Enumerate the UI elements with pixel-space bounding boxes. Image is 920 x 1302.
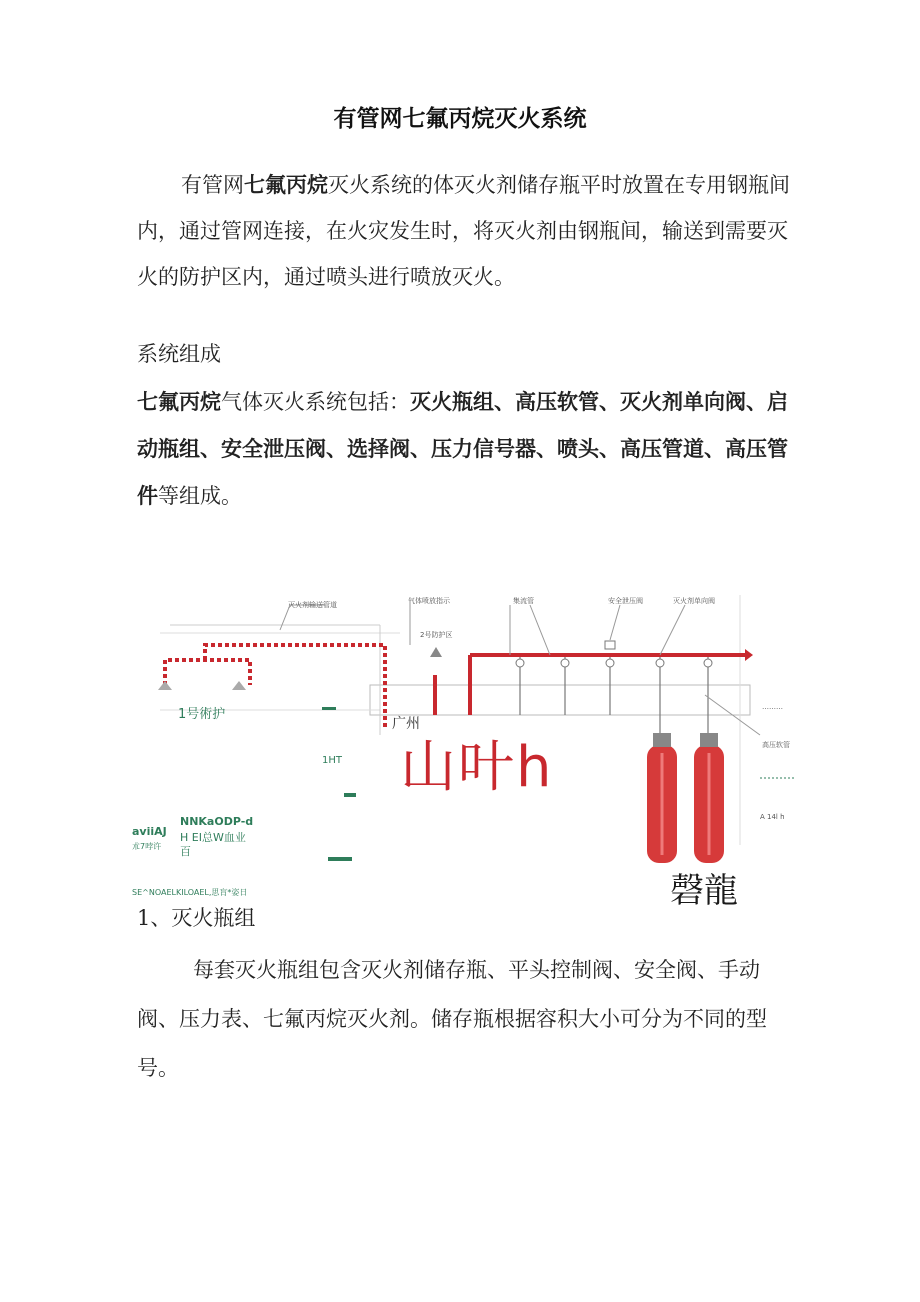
svg-text:高压软管: 高压软管: [762, 741, 790, 749]
svg-text:灭火剂输送管道: 灭火剂输送管道: [288, 601, 337, 609]
brand-mark: 磬龍: [670, 871, 738, 911]
section-1-paragraph: 每套灭火瓶组包含灭火剂储存瓶、平头控制阀、安全阀、手动阀、压力表、七氟丙烷灭火剂。储存瓶根据容积大小可分为不同的型号。: [137, 958, 767, 1080]
composition-heading: 系统组成: [137, 342, 221, 366]
label-hei: H EI总W血业: [180, 831, 246, 844]
label-1ht: 1HT: [322, 755, 342, 766]
label-nnka: NNKaODP-d: [180, 815, 254, 828]
svg-text:集流管: 集流管: [513, 597, 534, 605]
label-aviiaj: aviiAJ: [132, 825, 167, 838]
intro-text-2: 灭火系统的体灭火剂储存瓶平时放置在专用钢瓶间内，通过管网连接，在火灾发生时，将灭火剂由钢瓶间，输送到需要灭火的防护区内，通过喷头进行喷放灭火。: [137, 173, 790, 289]
svg-text:2号防护区: 2号防护区: [420, 631, 453, 639]
svg-text:灭火剂单向阀: 灭火剂单向阀: [673, 597, 715, 605]
zone-1-label: 1号術护: [178, 707, 226, 722]
svg-text:气体喷放指示: 气体喷放指示: [408, 597, 450, 605]
label-a14h: A 14l h: [760, 813, 785, 821]
composition-bold-components: 灭火瓶组、高压软管、灭火剂单向阀、启动瓶组、安全泄压阀、选择阀、压力信号器、喷头、高压管道、高压管件: [137, 390, 788, 508]
system-diagram: [130, 585, 810, 911]
composition-text-1: 气体灭火系统包括：: [221, 390, 410, 414]
section-1-heading: 1、灭火瓶组: [137, 906, 256, 930]
page-title: 有管网七氟丙烷灭火系统: [333, 106, 587, 132]
intro-bold-heptafluoropropane: 七氟丙烷: [244, 173, 328, 197]
intro-text-1: 有管网: [181, 173, 244, 197]
svg-text:安全泄压阀: 安全泄压阀: [608, 597, 643, 605]
guangzhou-label: 广州: [392, 716, 420, 732]
label-bai: 百: [180, 845, 191, 858]
composition-paragraph: [137, 379, 793, 520]
label-aviiaj-sub: 朮7哱许: [132, 842, 162, 851]
diagram-footer: SE^NOAELKILOAEL,思肓*姿日: [132, 888, 248, 897]
overlay-text: 山叶h: [400, 735, 554, 800]
composition-bold-1: 七氟丙烷: [137, 390, 221, 414]
intro-paragraph: [137, 162, 793, 300]
composition-text-2: 等组成。: [158, 484, 242, 508]
svg-text:………: ………: [762, 703, 783, 711]
